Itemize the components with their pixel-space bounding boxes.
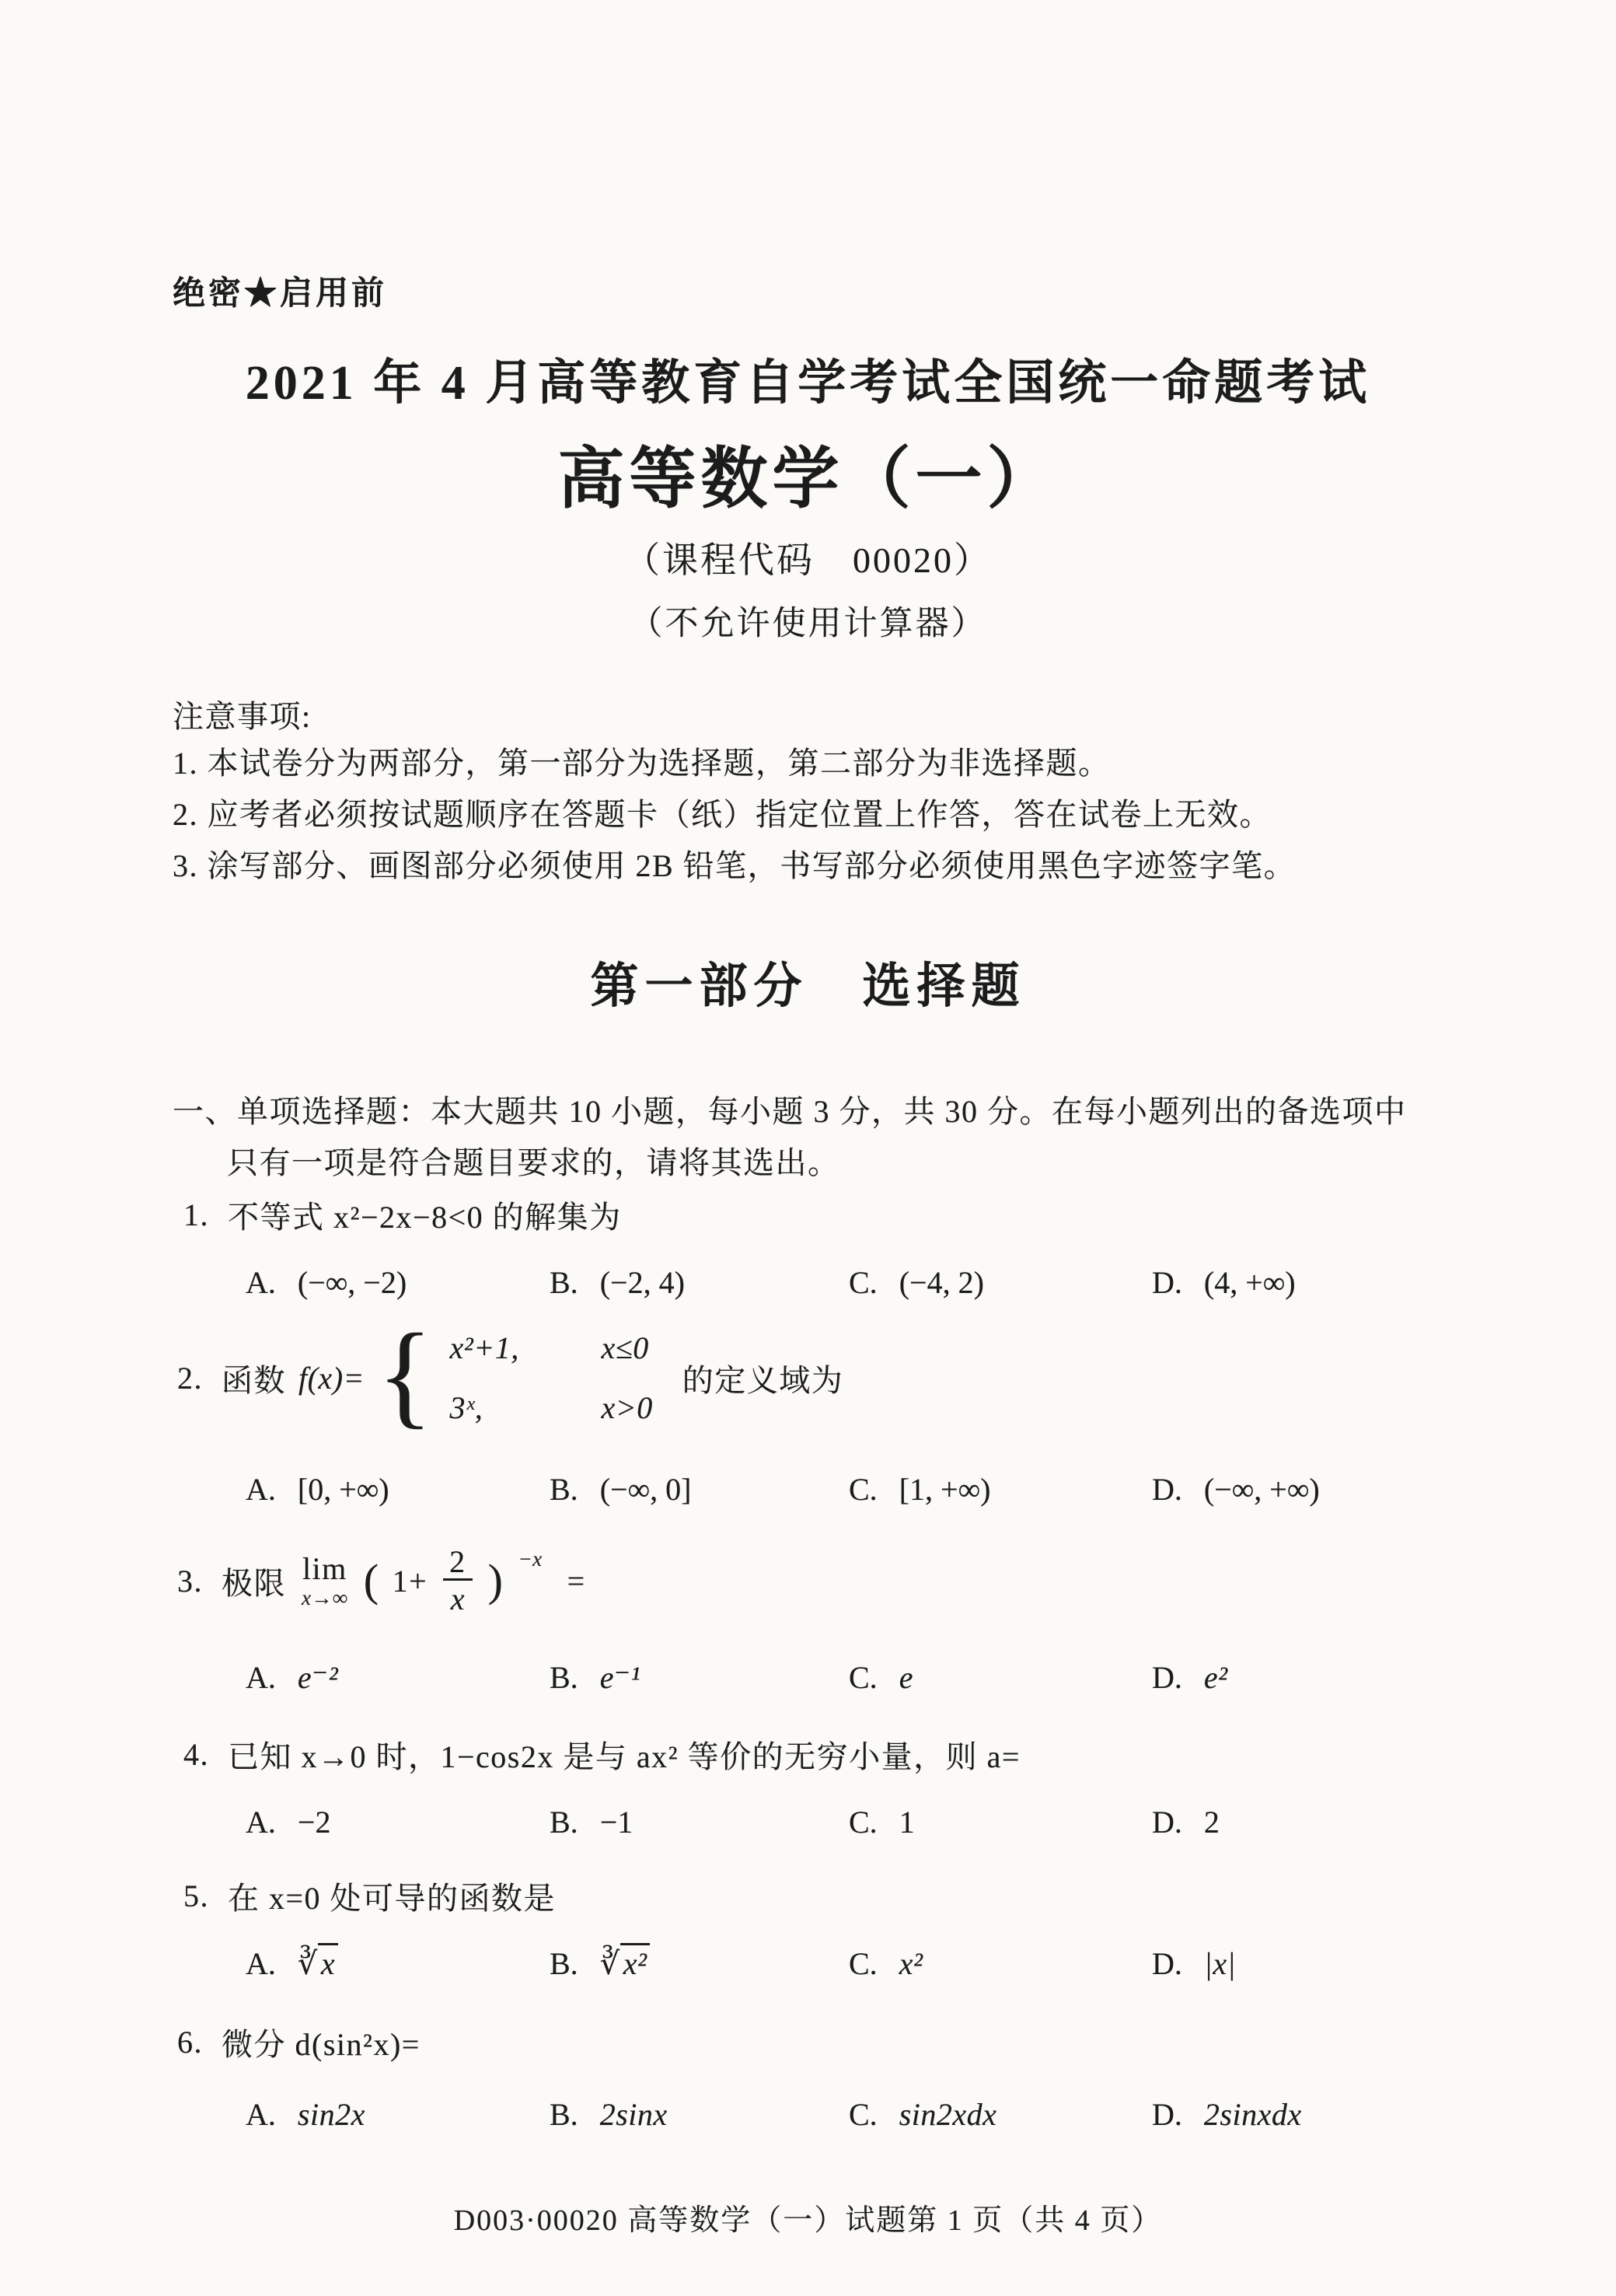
question-pre-text: 函数	[222, 1362, 286, 1398]
question-2	[177, 1309, 844, 1440]
fraction-denominator: x	[443, 1578, 473, 1616]
option-text: e⁻²	[297, 1660, 339, 1695]
option-text: e⁻¹	[599, 1660, 641, 1695]
option-5d	[1152, 1945, 1236, 1982]
classification-label: 绝密★启用前	[173, 276, 388, 312]
cube-root-symbol: ∛	[297, 1946, 318, 1981]
option-text: −2	[297, 1805, 331, 1840]
option-text: (−2, 4)	[599, 1265, 685, 1300]
question-6	[177, 2020, 421, 2064]
option-label: C.	[849, 1472, 878, 1507]
radicand: x²	[620, 1943, 651, 1981]
option-text: (4, +∞)	[1203, 1265, 1296, 1300]
option-text: (−4, 2)	[899, 1265, 984, 1300]
option-label: C.	[849, 1805, 878, 1840]
case-expression: 3ˣ,	[449, 1390, 483, 1425]
option-label: C.	[849, 2097, 878, 2132]
option-4d	[1152, 1804, 1220, 1840]
option-label: C.	[849, 1265, 878, 1300]
option-text	[298, 1945, 338, 1982]
case-row	[450, 1389, 653, 1426]
option-label: D.	[1152, 1472, 1182, 1507]
part-one-heading: 第一部分 选择题	[590, 960, 1026, 1013]
case-condition: x>0	[601, 1390, 653, 1425]
subject-title: 高等数学（一）	[557, 442, 1059, 516]
question-1	[183, 1193, 622, 1237]
question-5	[183, 1874, 556, 1918]
option-text: 2sinx	[599, 2097, 668, 2132]
option-label: B.	[550, 2097, 578, 2132]
option-label: D.	[1152, 1805, 1182, 1840]
right-paren: )	[487, 1555, 504, 1606]
no-calculator-note: （不允许使用计算器）	[629, 606, 987, 642]
section-intro-line1: 一、单项选择题：本大题共 10 小题，每小题 3 分，共 30 分。在每小题列出的备选项中	[173, 1094, 1407, 1129]
option-6d	[1152, 2096, 1302, 2133]
question-4	[183, 1732, 1021, 1777]
limit-operator	[302, 1550, 348, 1609]
option-label: A.	[246, 1660, 276, 1695]
question-number: 4.	[183, 1737, 209, 1772]
option-4b	[550, 1804, 633, 1840]
option-text: (−∞, 0]	[599, 1472, 692, 1507]
one-plus: 1+	[392, 1563, 428, 1599]
question-5-options	[0, 1945, 1616, 2008]
option-text: sin2xdx	[899, 2097, 997, 2132]
option-label: D.	[1152, 1660, 1182, 1695]
question-number: 5.	[183, 1878, 209, 1913]
option-label: C.	[849, 1660, 878, 1695]
question-text: 不等式 x²−2x−8<0 的解集为	[228, 1200, 622, 1235]
left-paren: (	[363, 1555, 380, 1606]
case-row	[450, 1330, 653, 1366]
case-expression: x²+1,	[449, 1330, 519, 1365]
option-1a	[246, 1264, 407, 1301]
option-text: 2sinxdx	[1203, 2097, 1302, 2132]
option-5c	[849, 1945, 923, 1982]
option-1d	[1152, 1264, 1296, 1301]
option-label: C.	[849, 1946, 878, 1981]
option-3d	[1152, 1659, 1228, 1696]
option-text: [1, +∞)	[899, 1472, 991, 1507]
option-text: (−∞, +∞)	[1203, 1472, 1320, 1507]
option-label: B.	[550, 1660, 578, 1695]
option-label: A.	[246, 1805, 276, 1840]
note-item-2: 2. 应考者必须按试题顺序在答题卡（纸）指定位置上作答，答在试卷上无效。	[173, 797, 1272, 832]
option-text: e²	[1203, 1660, 1228, 1695]
option-text: sin2x	[297, 2097, 365, 2132]
question-number: 1.	[183, 1197, 209, 1232]
option-2d	[1152, 1471, 1320, 1508]
lim-subscript: x→∞	[302, 1585, 348, 1609]
option-label: D.	[1152, 2097, 1182, 2132]
option-3a	[246, 1659, 338, 1696]
question-number: 6.	[177, 2025, 203, 2060]
option-text: [0, +∞)	[297, 1472, 389, 1507]
piecewise-brace: {	[377, 1309, 435, 1439]
question-4-options	[0, 1804, 1616, 1866]
option-label: B.	[550, 1472, 578, 1507]
question-2-options	[0, 1471, 1616, 1533]
equals-sign: =	[567, 1563, 586, 1599]
option-text	[600, 1945, 651, 1982]
option-text: 1	[899, 1805, 915, 1840]
option-label: A.	[246, 1265, 276, 1300]
option-1c	[849, 1264, 984, 1301]
option-label: B.	[550, 1946, 578, 1981]
notes-heading: 注意事项:	[173, 699, 312, 734]
option-label: A.	[246, 2097, 276, 2132]
option-label: D.	[1152, 1946, 1182, 1981]
option-label: A.	[246, 1946, 276, 1981]
option-text: e	[899, 1660, 913, 1695]
radicand: x	[318, 1943, 338, 1981]
option-6c	[849, 2096, 996, 2133]
option-1b	[550, 1264, 685, 1301]
option-text: 2	[1203, 1805, 1220, 1840]
section-intro-line2: 只有一项是符合题目要求的，请将其选出。	[227, 1145, 840, 1180]
option-label: B.	[550, 1805, 578, 1840]
option-text: x²	[899, 1946, 923, 1981]
option-3b	[550, 1659, 640, 1696]
option-text: |x|	[1203, 1946, 1237, 1981]
option-5a	[246, 1945, 338, 1982]
option-text: −1	[599, 1805, 633, 1840]
option-6b	[550, 2096, 668, 2133]
exam-session-title: 2021 年 4 月高等教育自学考试全国统一命题考试	[245, 357, 1371, 410]
option-5b	[550, 1945, 650, 1982]
question-6-options	[0, 2096, 1616, 2158]
option-label: D.	[1152, 1265, 1182, 1300]
option-4c	[849, 1804, 915, 1840]
question-text: 微分 d(sin²x)=	[222, 2027, 421, 2062]
piecewise-cases	[450, 1330, 653, 1426]
lim-symbol: lim	[302, 1550, 347, 1586]
question-text: 已知 x→0 时，1−cos2x 是与 ax² 等价的无穷小量，则 a=	[228, 1739, 1021, 1774]
option-4a	[246, 1804, 330, 1840]
page-footer: D003·00020 高等数学（一）试题第 1 页（共 4 页）	[453, 2204, 1163, 2237]
question-pre-text: 极限	[222, 1565, 286, 1601]
note-item-1: 1. 本试卷分为两部分，第一部分为选择题，第二部分为非选择题。	[173, 746, 1111, 781]
cube-root-symbol: ∛	[599, 1946, 620, 1981]
option-2a	[246, 1471, 389, 1508]
question-post-text: 的定义域为	[682, 1362, 844, 1398]
exponent: −x	[518, 1546, 543, 1571]
option-2c	[849, 1471, 990, 1508]
option-label: B.	[550, 1265, 578, 1300]
option-2b	[550, 1471, 691, 1508]
question-number: 2.	[177, 1360, 203, 1396]
note-item-3: 3. 涂写部分、画图部分必须使用 2B 铅笔，书写部分必须使用黑色字迹签字笔。	[173, 848, 1297, 883]
option-label: A.	[246, 1472, 276, 1507]
option-3c	[849, 1659, 913, 1696]
fraction	[442, 1546, 474, 1616]
fraction-numerator: 2	[449, 1544, 466, 1579]
question-number: 3.	[177, 1563, 203, 1599]
function-notation: f(x)=	[298, 1360, 365, 1396]
option-6a	[246, 2096, 365, 2133]
question-3	[177, 1530, 586, 1631]
question-3-options	[0, 1659, 1616, 1721]
case-condition: x≤0	[601, 1330, 649, 1365]
course-code-line: （课程代码 00020）	[624, 540, 992, 580]
option-text: (−∞, −2)	[297, 1265, 407, 1300]
question-text: 在 x=0 处可导的函数是	[228, 1881, 557, 1916]
